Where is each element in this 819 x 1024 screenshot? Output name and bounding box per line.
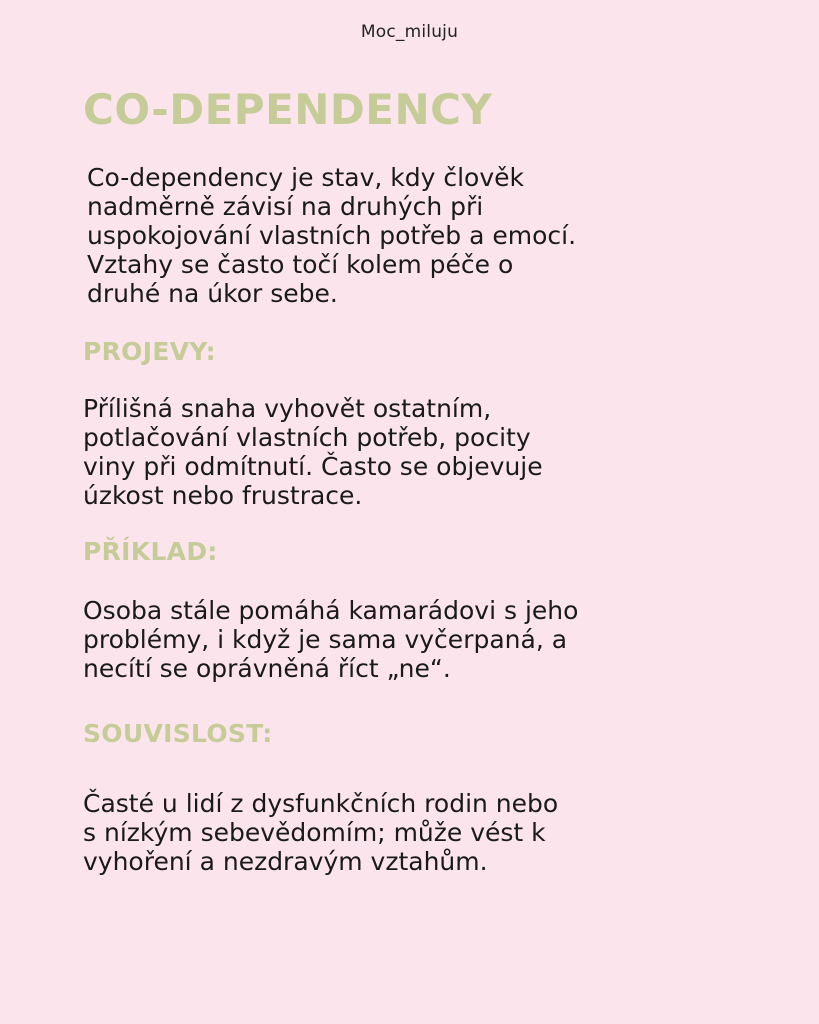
projevy-heading: PROJEVY: [83, 337, 216, 366]
projevy-line: Přílišná snaha vyhovět ostatním, [83, 394, 492, 423]
account-handle: Moc_miluju [360, 22, 459, 42]
priklad-line: problémy, i když je sama vyčerpaná, a [83, 625, 568, 654]
priklad-paragraph [83, 596, 743, 683]
projevy-paragraph [83, 394, 743, 510]
projevy-line: potlačování vlastních potřeb, pocity [83, 423, 531, 452]
priklad-line: Osoba stále pomáhá kamarádovi s jeho [83, 596, 579, 625]
intro-line: Co-dependency je stav, kdy člověk [87, 163, 524, 192]
priklad-heading: PŘÍKLAD: [83, 537, 218, 566]
projevy-line: viny při odmítnutí. Často se objevuje [83, 452, 543, 481]
page-title: CO-DEPENDENCY [83, 85, 493, 134]
intro-line: Vztahy se často točí kolem péče o [87, 250, 514, 279]
intro-line: uspokojování vlastních potřeb a emocí. [87, 221, 577, 250]
souvislost-line: vyhoření a nezdravým vztahům. [83, 847, 488, 876]
souvislost-paragraph [83, 789, 743, 876]
projevy-line: úzkost nebo frustrace. [83, 481, 363, 510]
intro-line: druhé na úkor sebe. [87, 279, 338, 308]
souvislost-line: Časté u lidí z dysfunkčních rodin nebo [83, 789, 559, 818]
intro-paragraph [87, 163, 747, 308]
souvislost-heading: SOUVISLOST: [83, 719, 273, 748]
souvislost-line: s nízkým sebevědomím; může vést k [83, 818, 546, 847]
intro-line: nadměrně závisí na druhých při [87, 192, 484, 221]
priklad-line: necítí se oprávněná říct „ne“. [83, 654, 451, 683]
